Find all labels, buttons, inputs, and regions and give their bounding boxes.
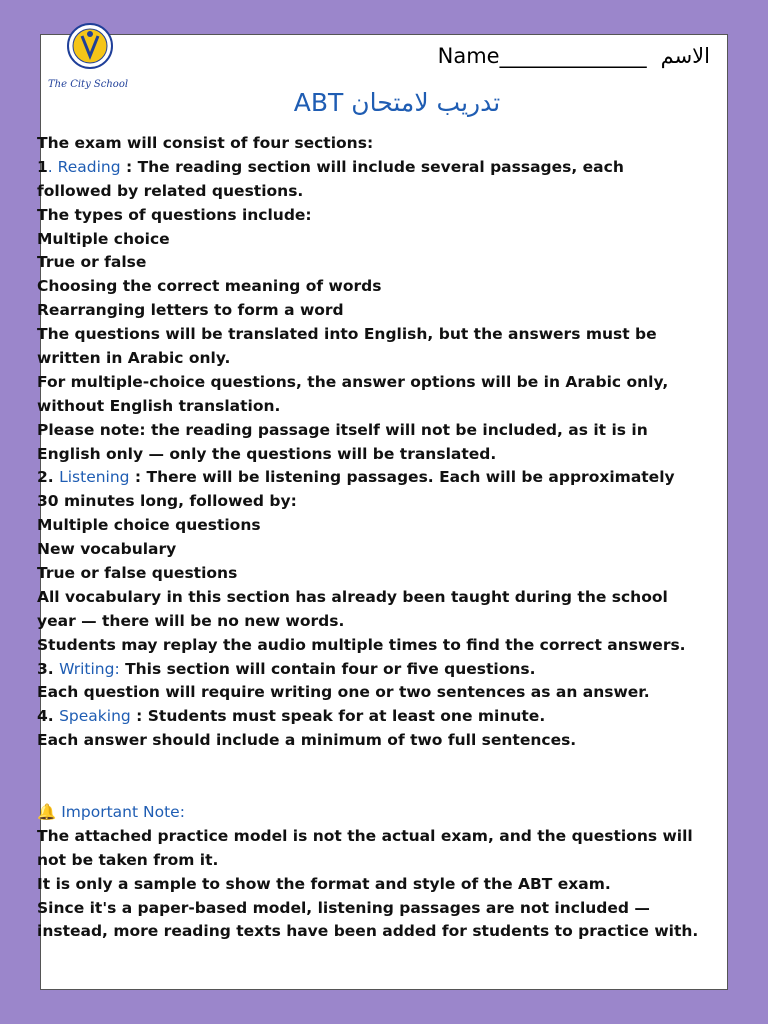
speaking-label: Speaking (59, 707, 131, 726)
speaking-line1: : Students must speak for at least one minute. (130, 707, 546, 726)
intro-text: The exam will consist of four sections: (37, 134, 374, 152)
name-label-arabic: الاسم (660, 44, 710, 68)
name-field (438, 44, 710, 68)
reading-note1b: written in Arabic only. (37, 349, 231, 368)
name-label: Name______________ (437, 44, 647, 68)
school-logo (62, 22, 118, 70)
exam-description (37, 132, 737, 944)
writing-line1: This section will contain four or five questions. (119, 659, 536, 678)
important-note-heading (37, 801, 737, 825)
listening-heading (37, 466, 737, 490)
listening-label: Listening (59, 468, 130, 487)
listening-line2: 30 minutes long, followed by: (37, 492, 297, 511)
writing-line2: Each question will require writing one or two sentences as an answer. (37, 683, 650, 702)
note-line: It is only a sample to show the format and style of the ABT exam. (37, 874, 611, 893)
reading-line1: : The reading section will include several passages, each (120, 157, 624, 176)
writing-label: Writing: (59, 659, 120, 678)
reading-note3b: English only — only the questions will be translated. (37, 444, 497, 463)
note-line: Since it's a paper-based model, listening passages are not included — (37, 898, 650, 917)
speaking-number: 4. (37, 707, 54, 726)
speaking-heading (37, 705, 737, 729)
spacer (37, 753, 737, 801)
reading-label: . Reading (47, 157, 121, 176)
reading-note1a: The questions will be translated into English, but the answers must be (37, 325, 657, 344)
listening-note1a: All vocabulary in this section has already been taught during the school (37, 587, 668, 606)
listening-line1: : There will be listening passages. Each will be approximately (129, 468, 675, 487)
page-title: تدريب لامتحان ABT (293, 88, 501, 117)
reading-note3a: Please note: the reading passage itself will not be included, as it is in (37, 420, 648, 439)
note-line: not be taken from it. (37, 850, 219, 869)
list-item: Multiple choice questions (37, 516, 261, 535)
reading-heading (37, 156, 737, 180)
listening-number: 2. (37, 468, 54, 487)
note-line: instead, more reading texts have been added for students to practice with. (37, 922, 699, 941)
listening-note2: Students may replay the audio multiple times to find the correct answers. (37, 635, 686, 654)
reading-types-intro: The types of questions include: (37, 205, 312, 224)
important-note-title: Important Note: (56, 802, 185, 821)
list-item: True or false (37, 253, 147, 272)
writing-heading (37, 658, 737, 682)
reading-note2b: without English translation. (37, 396, 281, 415)
listening-note1b: year — there will be no new words. (37, 611, 345, 630)
writing-number: 3. (37, 659, 54, 678)
list-item: True or false questions (37, 564, 238, 583)
speaking-line2: Each answer should include a minimum of two full sentences. (37, 731, 577, 750)
list-item: Rearranging letters to form a word (37, 301, 344, 320)
list-item: Multiple choice (37, 229, 170, 248)
school-name-caption: The City School (48, 79, 129, 90)
reading-line2: followed by related questions. (37, 181, 304, 200)
reading-note2a: For multiple-choice questions, the answer options will be in Arabic only, (37, 372, 669, 391)
bell-icon: 🔔 (37, 802, 57, 821)
note-line: The attached practice model is not the actual exam, and the questions will (37, 826, 693, 845)
list-item: Choosing the correct meaning of words (37, 277, 382, 296)
reading-number: 1 (37, 157, 48, 176)
list-item: New vocabulary (37, 540, 177, 559)
